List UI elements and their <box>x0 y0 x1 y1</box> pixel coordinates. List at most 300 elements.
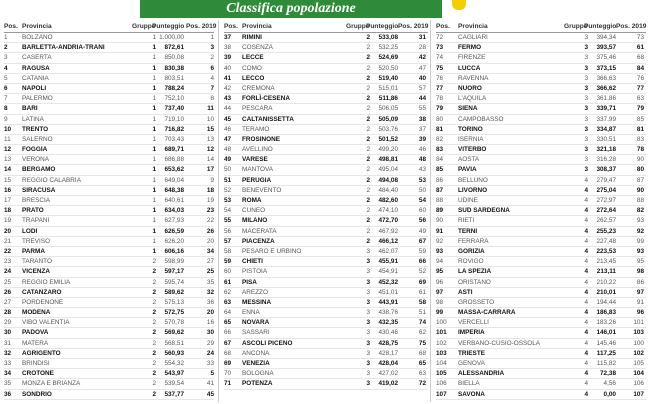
row-pos2019: 92 <box>636 227 644 235</box>
table-row <box>224 247 428 257</box>
row-punteggio: 454,91 <box>378 268 398 276</box>
header-punteggio: Punteggio <box>584 23 617 30</box>
row-pos2019: 102 <box>633 349 644 357</box>
table-row <box>224 278 428 288</box>
row-gruppo: 1 <box>152 44 156 52</box>
row-gruppo: 3 <box>366 370 370 378</box>
row-pos2019: 41 <box>206 380 214 388</box>
row-pos2019: 80 <box>636 166 644 174</box>
row-gruppo: 1 <box>152 64 156 72</box>
table-row <box>224 227 428 237</box>
row-position: 39 <box>224 54 232 62</box>
row-gruppo: 1 <box>152 115 156 123</box>
row-provincia: LECCO <box>242 74 265 82</box>
row-gruppo: 4 <box>584 349 588 357</box>
table-row <box>4 308 214 318</box>
row-provincia: BIELLA <box>458 380 480 388</box>
row-position: 18 <box>4 207 12 215</box>
table-row <box>436 369 646 379</box>
row-provincia: ANCONA <box>242 349 270 357</box>
row-gruppo: 4 <box>584 329 588 337</box>
row-provincia: PARMA <box>22 247 45 255</box>
row-provincia: PISA <box>242 278 257 286</box>
row-provincia: PIACENZA <box>242 237 275 245</box>
row-position: 62 <box>224 288 232 296</box>
table-row <box>224 104 428 114</box>
row-punteggio: 145,46 <box>596 339 616 347</box>
row-gruppo: 1 <box>152 207 156 215</box>
row-punteggio: 451,01 <box>378 288 398 296</box>
row-provincia: GENOVA <box>458 360 485 367</box>
row-provincia: CAMPOBASSO <box>458 115 504 123</box>
row-position: 26 <box>4 288 12 296</box>
row-provincia: MESSINA <box>242 298 272 306</box>
row-gruppo: 3 <box>366 349 370 357</box>
row-pos2019: 20 <box>206 237 214 245</box>
row-punteggio: 1.000,00 <box>159 34 184 41</box>
row-pos2019: 90 <box>636 186 644 194</box>
row-pos2019: 36 <box>206 298 214 306</box>
row-provincia: TRAPANI <box>22 217 50 225</box>
row-pos2019: 18 <box>206 186 214 194</box>
row-provincia: TRIESTE <box>458 349 485 357</box>
row-pos2019: 86 <box>636 278 644 286</box>
row-pos2019: 69 <box>418 278 426 286</box>
row-position: 63 <box>224 298 232 306</box>
row-provincia: MANTOVA <box>242 166 274 174</box>
row-punteggio: 568,51 <box>164 339 184 347</box>
row-gruppo: 2 <box>366 84 370 92</box>
row-gruppo: 4 <box>584 268 588 276</box>
table-row <box>4 43 214 53</box>
row-punteggio: 393,57 <box>596 44 616 52</box>
row-provincia: VARESE <box>242 156 268 164</box>
table-row <box>224 298 428 308</box>
row-position: 40 <box>224 64 232 72</box>
table-row <box>436 206 646 216</box>
table-row <box>436 64 646 74</box>
row-punteggio: 223,53 <box>596 247 616 255</box>
row-punteggio: 272,97 <box>596 197 616 204</box>
row-position: 72 <box>436 34 444 41</box>
row-provincia: CALTANISSETTA <box>242 115 294 123</box>
row-punteggio: 788,24 <box>164 84 184 92</box>
row-provincia: RAGUSA <box>22 64 50 72</box>
row-position: 104 <box>436 360 447 367</box>
row-position: 8 <box>4 105 8 113</box>
row-position: 69 <box>224 360 232 367</box>
row-punteggio: 575,13 <box>164 298 184 306</box>
table-row <box>224 349 428 359</box>
row-pos2019: 31 <box>418 34 426 41</box>
row-pos2019: 13 <box>206 135 214 143</box>
table-row <box>4 359 214 369</box>
table-row <box>4 206 214 216</box>
table-row <box>436 216 646 226</box>
row-position: 54 <box>224 207 232 215</box>
row-punteggio: 334,87 <box>596 125 616 133</box>
row-pos2019: 46 <box>418 146 426 154</box>
row-position: 33 <box>4 360 12 367</box>
row-provincia: SASSARI <box>242 329 270 337</box>
row-position: 11 <box>4 135 11 143</box>
row-pos2019: 93 <box>636 217 644 225</box>
row-gruppo: 3 <box>584 156 588 164</box>
table-row <box>4 176 214 186</box>
table-row <box>4 74 214 84</box>
row-punteggio: 262,57 <box>596 217 616 225</box>
row-provincia: MASSA-CARRARA <box>458 309 516 317</box>
table-row <box>4 33 214 43</box>
row-pos2019: 7 <box>210 84 214 92</box>
row-gruppo: 2 <box>152 268 156 276</box>
row-gruppo: 2 <box>366 115 370 123</box>
table-row <box>224 176 428 186</box>
row-pos2019: 35 <box>206 278 214 286</box>
ranking-column-1 <box>4 20 217 400</box>
row-pos2019: 25 <box>206 268 214 276</box>
row-punteggio: 572,75 <box>164 309 184 317</box>
row-pos2019: 10 <box>206 115 214 123</box>
row-position: 1 <box>4 34 8 41</box>
row-gruppo: 4 <box>584 319 588 327</box>
table-row <box>224 33 428 43</box>
row-gruppo: 2 <box>366 125 370 133</box>
table-row <box>4 369 214 379</box>
table-row <box>4 135 214 145</box>
row-pos2019: 58 <box>418 298 426 306</box>
table-row <box>4 165 214 175</box>
table-row <box>436 257 646 267</box>
row-punteggio: 339,71 <box>596 105 616 113</box>
row-gruppo: 2 <box>152 278 156 286</box>
row-provincia: TARANTO <box>22 258 52 266</box>
row-gruppo: 1 <box>152 227 156 235</box>
row-punteggio: 850,08 <box>164 54 184 62</box>
table-row <box>4 328 214 338</box>
row-punteggio: 272,64 <box>596 207 616 215</box>
row-position: 19 <box>4 217 12 225</box>
row-punteggio: 640,61 <box>164 197 184 204</box>
row-punteggio: 598,99 <box>164 258 184 266</box>
row-gruppo: 3 <box>366 360 370 367</box>
row-position: 28 <box>4 309 12 317</box>
row-punteggio: 394,34 <box>596 34 616 41</box>
row-position: 73 <box>436 44 444 52</box>
row-punteggio: 484,40 <box>378 186 398 194</box>
row-punteggio: 366,63 <box>596 74 616 82</box>
table-row <box>4 379 214 389</box>
row-pos2019: 67 <box>418 237 426 245</box>
row-punteggio: 606,16 <box>164 247 184 255</box>
row-position: 64 <box>224 309 232 317</box>
row-position: 14 <box>4 166 12 174</box>
row-position: 50 <box>224 166 232 174</box>
table-row <box>4 53 214 63</box>
row-provincia: TERAMO <box>242 125 270 133</box>
table-row <box>224 94 428 104</box>
row-provincia: REGGIO CALABRIA <box>22 176 81 184</box>
row-pos2019: 50 <box>418 186 426 194</box>
ranking-list <box>224 32 428 390</box>
row-provincia: REGGIO EMILIA <box>22 278 71 286</box>
row-gruppo: 1 <box>152 125 156 133</box>
row-position: 9 <box>4 115 8 123</box>
row-gruppo: 3 <box>584 95 588 103</box>
row-provincia: BELLUNO <box>458 176 488 184</box>
row-provincia: CROTONE <box>22 370 54 378</box>
table-row <box>4 104 214 114</box>
row-position: 103 <box>436 349 447 357</box>
table-row <box>4 318 214 328</box>
row-gruppo: 2 <box>366 217 370 225</box>
table-row <box>224 53 428 63</box>
row-gruppo: 3 <box>584 125 588 133</box>
row-provincia: VITERBO <box>458 146 487 154</box>
row-gruppo: 3 <box>366 329 370 337</box>
row-pos2019: 61 <box>418 288 426 296</box>
table-row <box>4 339 214 349</box>
table-row <box>224 267 428 277</box>
table-row <box>224 135 428 145</box>
row-punteggio: 498,81 <box>378 156 398 164</box>
table-row <box>436 359 646 369</box>
row-punteggio: 560,93 <box>164 349 184 357</box>
row-punteggio: 146,01 <box>596 329 616 337</box>
row-punteggio: 227,48 <box>596 237 616 245</box>
row-provincia: BARI <box>22 105 38 113</box>
row-position: 106 <box>436 380 447 388</box>
header-pos2019: Pos. 2019 <box>186 23 217 30</box>
row-pos2019: 54 <box>418 197 426 204</box>
table-row <box>436 278 646 288</box>
row-punteggio: 427,02 <box>378 370 398 378</box>
row-pos2019: 51 <box>418 309 426 317</box>
table-row <box>224 359 428 369</box>
row-provincia: VERONA <box>22 156 49 164</box>
table-row <box>436 267 646 277</box>
row-provincia: BRESCIA <box>22 197 51 204</box>
table-row <box>224 125 428 135</box>
row-punteggio: 321,18 <box>596 146 616 154</box>
column-header <box>224 20 428 32</box>
table-row <box>4 247 214 257</box>
row-provincia: LA SPEZIA <box>458 268 492 276</box>
row-punteggio: 361,86 <box>596 95 616 103</box>
row-pos2019: 17 <box>206 166 214 174</box>
row-pos2019: 48 <box>418 156 426 164</box>
row-position: 90 <box>436 217 444 225</box>
table-row <box>4 94 214 104</box>
table-row <box>4 349 214 359</box>
row-pos2019: 24 <box>206 349 214 357</box>
row-position: 29 <box>4 319 12 327</box>
table-row <box>224 186 428 196</box>
row-provincia: VERCELLI <box>458 319 489 327</box>
row-gruppo: 2 <box>152 370 156 378</box>
row-position: 66 <box>224 329 232 337</box>
row-punteggio: 597,17 <box>164 268 184 276</box>
row-position: 86 <box>436 176 444 184</box>
table-row <box>224 206 428 216</box>
row-punteggio: 428,04 <box>378 360 398 367</box>
table-row <box>436 196 646 206</box>
row-gruppo: 2 <box>366 74 370 82</box>
row-gruppo: 3 <box>584 44 588 52</box>
table-row <box>224 84 428 94</box>
table-row <box>4 125 214 135</box>
row-gruppo: 4 <box>584 227 588 235</box>
table-row <box>436 33 646 43</box>
row-provincia: AGRIGENTO <box>22 349 61 357</box>
row-position: 74 <box>436 54 444 62</box>
row-pos2019: 12 <box>206 146 214 154</box>
row-gruppo: 4 <box>584 380 588 388</box>
row-gruppo: 3 <box>584 135 588 143</box>
row-provincia: CHIETI <box>242 258 263 266</box>
row-gruppo: 2 <box>366 44 370 52</box>
row-pos2019: 44 <box>418 95 426 103</box>
row-provincia: IMPERIA <box>458 329 485 337</box>
table-row <box>436 145 646 155</box>
row-gruppo: 1 <box>152 217 156 225</box>
table-row <box>4 155 214 165</box>
row-gruppo: 1 <box>152 166 156 174</box>
row-punteggio: 653,62 <box>164 166 184 174</box>
row-punteggio: 210,22 <box>596 278 616 286</box>
table-row <box>436 176 646 186</box>
row-provincia: LECCE <box>242 54 264 62</box>
row-position: 15 <box>4 176 12 184</box>
row-pos2019: 23 <box>206 207 214 215</box>
row-pos2019: 29 <box>206 339 214 347</box>
row-punteggio: 210,01 <box>596 288 616 296</box>
table-row <box>4 237 214 247</box>
row-position: 81 <box>436 125 444 133</box>
table-row <box>4 298 214 308</box>
row-position: 99 <box>436 309 444 317</box>
table-row <box>4 84 214 94</box>
ranking-column-3 <box>436 20 646 400</box>
row-punteggio: 626,20 <box>164 237 184 245</box>
row-gruppo: 4 <box>584 247 588 255</box>
row-gruppo: 4 <box>584 186 588 194</box>
row-gruppo: 1 <box>152 197 156 204</box>
row-pos2019: 76 <box>636 74 644 82</box>
row-punteggio: 117,25 <box>596 349 616 357</box>
row-position: 93 <box>436 247 444 255</box>
row-punteggio: 366,62 <box>596 84 616 92</box>
row-provincia: RIETI <box>458 217 475 225</box>
row-punteggio: 634,03 <box>164 207 184 215</box>
row-gruppo: 1 <box>152 105 156 113</box>
row-pos2019: 34 <box>206 247 214 255</box>
row-pos2019: 4 <box>210 74 214 82</box>
row-position: 13 <box>4 156 12 164</box>
row-gruppo: 3 <box>584 105 588 113</box>
row-position: 65 <box>224 319 232 327</box>
row-provincia: VIBO VALENTIA <box>22 319 70 327</box>
row-gruppo: 2 <box>152 288 156 296</box>
row-position: 31 <box>4 339 12 347</box>
row-provincia: BRINDISI <box>22 360 50 367</box>
row-position: 23 <box>4 258 12 266</box>
row-gruppo: 3 <box>584 146 588 154</box>
row-gruppo: 1 <box>152 84 156 92</box>
row-gruppo: 3 <box>366 247 370 255</box>
row-pos2019: 49 <box>418 227 426 235</box>
row-gruppo: 2 <box>366 105 370 113</box>
row-provincia: PADOVA <box>22 329 49 337</box>
row-gruppo: 4 <box>584 309 588 317</box>
row-pos2019: 5 <box>210 370 214 378</box>
page-title: Classifica popolazione <box>140 0 442 18</box>
row-position: 16 <box>4 186 12 194</box>
row-punteggio: 474,10 <box>378 207 398 215</box>
row-pos2019: 63 <box>418 370 426 378</box>
row-punteggio: 499,20 <box>378 146 398 154</box>
table-row <box>436 298 646 308</box>
row-position: 4 <box>4 64 8 72</box>
row-punteggio: 686,88 <box>164 156 184 164</box>
header-gruppo: Gruppo <box>564 23 588 30</box>
row-gruppo: 2 <box>366 207 370 215</box>
row-provincia: ENNA <box>242 309 260 317</box>
table-row <box>4 115 214 125</box>
row-gruppo: 4 <box>584 298 588 306</box>
table-row <box>436 390 646 400</box>
table-row <box>436 155 646 165</box>
row-punteggio: 438,76 <box>378 309 398 317</box>
row-gruppo: 4 <box>584 390 588 398</box>
row-provincia: BERGAMO <box>22 166 56 174</box>
row-punteggio: 554,32 <box>164 360 184 367</box>
row-pos2019: 103 <box>633 329 644 337</box>
table-row <box>4 278 214 288</box>
row-provincia: BOLOGNA <box>242 370 274 378</box>
table-row <box>436 237 646 247</box>
row-position: 49 <box>224 156 232 164</box>
table-row <box>436 328 646 338</box>
row-gruppo: 3 <box>366 380 370 388</box>
row-provincia: RIMINI <box>242 34 262 41</box>
table-row <box>436 125 646 135</box>
row-gruppo: 1 <box>152 135 156 143</box>
row-provincia: ASTI <box>458 288 473 296</box>
table-row <box>224 288 428 298</box>
row-provincia: BENEVENTO <box>242 186 282 194</box>
row-pos2019: 60 <box>418 207 426 215</box>
row-provincia: RAVENNA <box>458 74 489 82</box>
row-position: 77 <box>436 84 444 92</box>
row-gruppo: 1 <box>152 247 156 255</box>
row-gruppo: 3 <box>366 298 370 306</box>
row-position: 12 <box>4 146 12 154</box>
row-provincia: COSENZA <box>242 44 273 52</box>
row-pos2019: 104 <box>633 370 644 378</box>
row-provincia: LATINA <box>22 115 44 123</box>
row-provincia: FOGGIA <box>22 146 48 154</box>
row-punteggio: 428,17 <box>378 349 398 357</box>
row-gruppo: 1 <box>152 74 156 82</box>
header-pos2019: Pos. 2019 <box>398 23 429 30</box>
row-gruppo: 1 <box>152 34 156 41</box>
row-position: 85 <box>436 166 444 174</box>
row-pos2019: 68 <box>418 349 426 357</box>
row-gruppo: 2 <box>366 146 370 154</box>
row-position: 55 <box>224 217 232 225</box>
row-position: 78 <box>436 95 444 103</box>
